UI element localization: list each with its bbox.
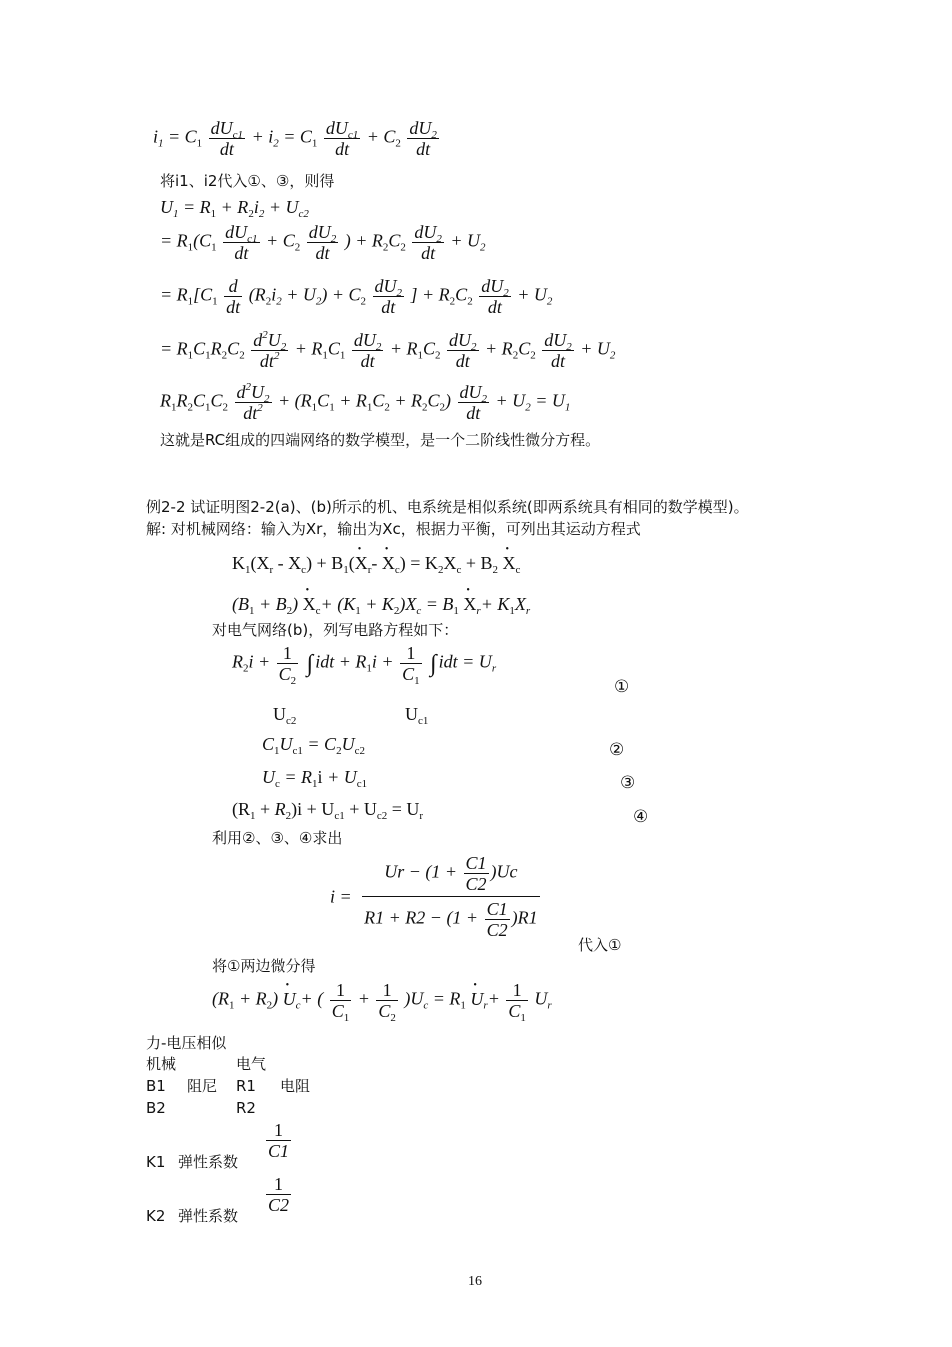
equation-current-solve: i = Ur − (1 + $\frac{C1}{C2}$ )Uc R1 + R2 − (1 + $\frac{C1}{C2}$ )R1 — [330, 853, 538, 940]
row4-mech: K2 — [146, 1207, 166, 1225]
equation-u1: $U_1 = R_1 + R_2i_2 + U_{c2}$ — [160, 197, 309, 220]
equation-final: $R_1R_2C_1C_2$ $\frac{d^2U_2}{dt^2}$ + $(R_1C_1 + R_1C_2 + R_2C_2)$ $\frac{dU_2}{dt}$ + $U_2 = U_1$ — [160, 381, 571, 423]
page-number: 16 — [468, 1274, 482, 1289]
row2-elec: R2 — [236, 1099, 256, 1117]
example-heading: 例2-2 试证明图2-2(a)、(b)所示的机、电系统是相似系统(即两系统具有相同的数学模型)。 — [146, 498, 749, 516]
label-uc2: $U_{c2}$ — [273, 704, 297, 727]
solution-line: 解: 对机械网络：输入为Xr，输出为Xc，根据力平衡，可列出其运动方程式 — [146, 520, 641, 538]
equation-elec-4: $(R_1 + R_2)i + U_{c1} + U_{c2} = U_r$ — [232, 799, 424, 822]
row3-elec-fraction: $\frac{1}{C1}$ — [268, 1120, 290, 1161]
equation-diff: $(R_1 + R_2)$ • $U_c+$ ( $\frac{1}{C_1}$ + $\frac{1}{C_2}$ )$U_c = R_1$ • $U_r+$ $\frac{1}{C_1}$ $U_r$ — [212, 980, 552, 1021]
elec-intro: 对电气网络(b)，列写电路方程如下： — [212, 621, 459, 639]
differentiate-note: 将①两边微分得 — [212, 957, 316, 975]
row2-mech: B2 — [146, 1099, 166, 1117]
row3-name: 弹性系数 — [178, 1153, 239, 1171]
equation-step3: = $R_1C_1R_2C_2$ $\frac{d^2U_2}{dt^2}$ + $R_1C_1$ $\frac{dU_2}{dt}$ + $R_1C_2$ $\frac{dU_2}{dt}$ + $R_2C_2$ $\frac{dU_2}{dt}$ + $U_2$ — [160, 329, 616, 371]
label-uc1: $U_{c1}$ — [405, 704, 429, 727]
model-note: 这就是RC组成的四端网络的数学模型，是一个二阶线性微分方程。 — [160, 431, 601, 449]
row1-mech-name: 阻尼 — [187, 1077, 218, 1095]
substitute-note: 代入① — [578, 936, 622, 954]
equation-elec-2: $C_1U_{c1} = C_2U_{c2}$ — [262, 734, 365, 757]
row1-elec-name: 电阻 — [280, 1077, 311, 1095]
marker-2: ② — [609, 740, 625, 760]
row1-mech: B1 — [146, 1077, 166, 1095]
analogy-title: 力-电压相似 — [146, 1034, 227, 1052]
marker-3: ③ — [620, 773, 636, 793]
equation-elec-1: $R_2i$ + $\frac{1}{C_2}$ ∫ idt + $R_1i$ + $\frac{1}{C_1}$ ∫ idt = $U_r$ — [232, 643, 497, 687]
row3-mech: K1 — [146, 1153, 166, 1171]
equation-elec-3: $U_c = R_1i + U_{c1}$ — [262, 767, 368, 790]
equation-mech-2: $(B_1 + B_2)$ • $X_c+ (K_1 + K_2)X_c = B_1$ • $X_r+ K_1X_r$ — [232, 593, 530, 615]
equation-current: $i_1 = C_1$ $\frac{dU_{c1}}{dt}$ + $i_2 = C_1$ $\frac{dU_{c1}}{dt}$ + $C_2$ $\frac{dU_2}{dt}$ — [153, 118, 437, 159]
substitution-note: 将i1、i2代入①、③，则得 — [160, 172, 335, 190]
row4-name: 弹性系数 — [178, 1207, 239, 1225]
equation-step1: = $R_1(C_1$ $\frac{dU_{c1}}{dt}$ + $C_2$ $\frac{dU_2}{dt}$ ) + $R_2C_2$ $\frac{dU_2}{dt}$ + $U_2$ — [160, 222, 486, 263]
equation-mech-1: $K_1(X_r - X_c)$ + $B_1(•$ $X_r-$ • $X_c) = K_2X_c + B_2$ • $X_c$ — [232, 552, 520, 574]
row1-elec: R1 — [236, 1077, 256, 1095]
use-markers: 利用②、③、④求出 — [212, 829, 343, 847]
column-elec: 电气 — [236, 1055, 267, 1073]
equation-step2: = $R_1[C_1$ $\frac{d}{dt}$ $(R_2i_2 + U_2) + C_2$ $\frac{dU_2}{dt}$ ] + $R_2C_2$ $\frac{dU_2}{dt}$ + $U_2$ — [160, 276, 553, 317]
row4-elec-fraction: $\frac{1}{C2}$ — [268, 1174, 290, 1215]
marker-4: ④ — [633, 807, 649, 827]
marker-1: ① — [614, 677, 630, 697]
column-mech: 机械 — [146, 1055, 177, 1073]
